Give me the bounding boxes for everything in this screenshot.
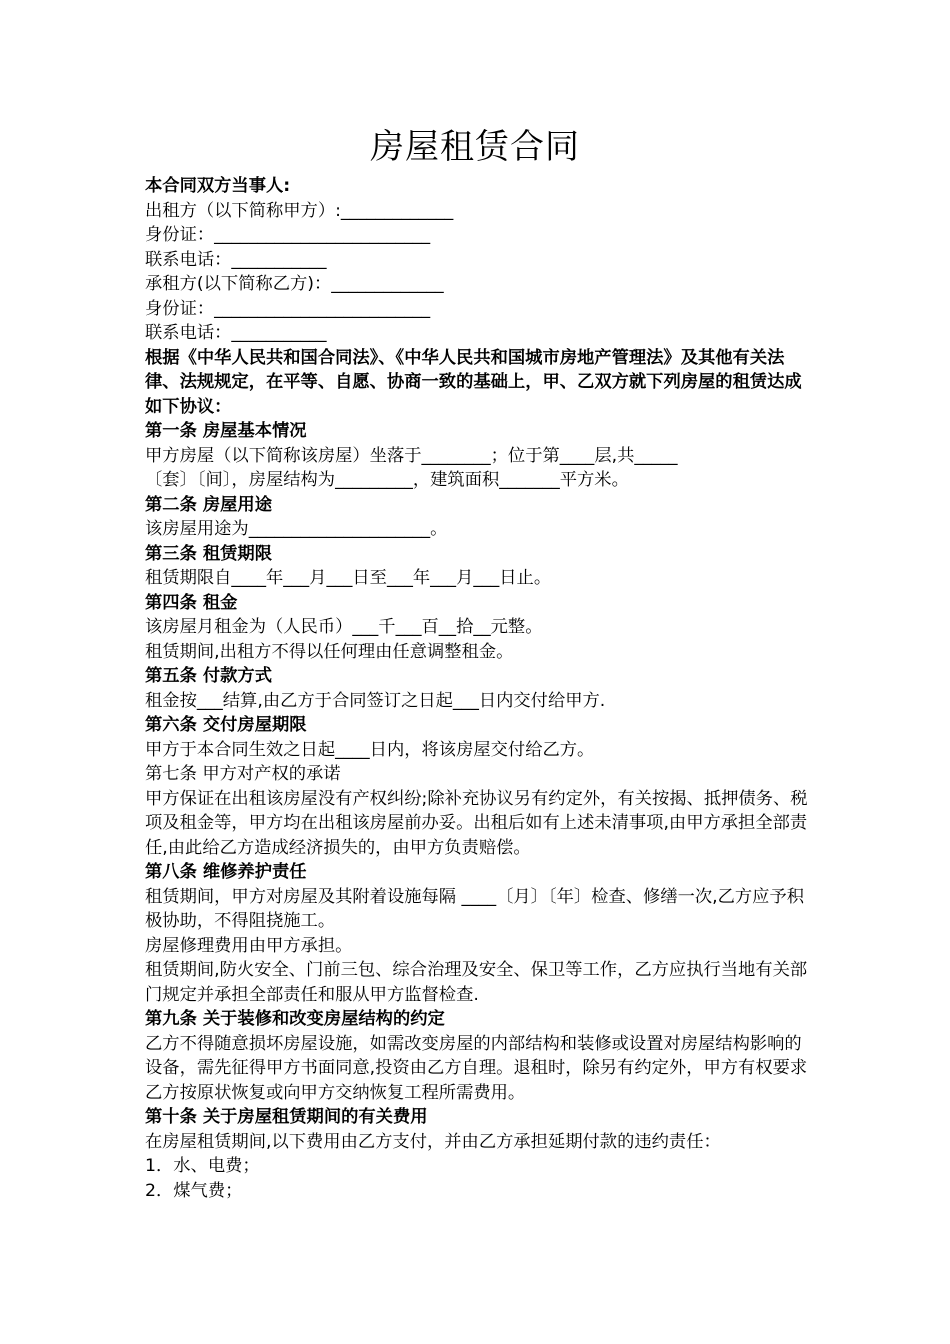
lessee-phone-line: 联系电话：___________ (145, 323, 327, 343)
article-10-text-1: 在房屋租赁期间,以下费用由乙方支付，并由乙方承担延期付款的违约责任： (145, 1131, 721, 1152)
article-4-heading: 第四条 租金 (145, 592, 238, 613)
article-9-text-1: 乙方不得随意损坏房屋设施，如需改变房屋的内部结构和装修或设置对房屋结构影响的设备，需先征得甲方书面同意,投资由乙方自理。退租时，除另有约定外，甲方有权要求乙方按原状恢复或向甲方交纳恢复工程所需费用。 (145, 1033, 808, 1103)
article-7-text-1: 甲方保证在出租该房屋没有产权纠纷;除补充协议另有约定外，有关按揭、抵押债务、税项及租金等，甲方均在出租该房屋前办妥。出租后如有上述未清事项,由甲方承担全部责任,由此给乙方造成经济损失的，由甲方负责赔偿。 (145, 788, 808, 858)
article-8-heading: 第八条 维修养护责任 (145, 862, 307, 882)
article-8-text-1: 租赁期间，甲方对房屋及其附着设施每隔 ____〔月〕〔年〕检查、修缮一次,乙方应予积极协助，不得阻挠施工。 (145, 886, 805, 931)
article-8-text-2: 房屋修理费用由甲方承担。 (145, 935, 353, 956)
article-3-heading: 第三条 租赁期限 (145, 543, 272, 564)
article-4-text-1: 该房屋月租金为（人民币）___千___百__拾__元整。 (145, 617, 543, 637)
lessee-line: 承租方(以下简称乙方)：_____________ (145, 274, 444, 294)
article-1-text-2: 〔套〕〔间〕，房屋结构为_________，建筑面积_______平方米。 (145, 470, 629, 490)
article-4-text-2: 租赁期间,出租方不得以任何理由任意调整租金。 (145, 641, 514, 662)
lessee-id-line: 身份证：_________________________ (145, 298, 431, 319)
article-2-text-1: 该房屋用途为_____________________。 (145, 519, 448, 539)
article-8-text-3: 租赁期间,防火安全、门前三包、综合治理及安全、保卫等工作，乙方应执行当地有关部门规定并承担全部责任和服从甲方监督检查. (145, 960, 808, 1005)
article-5-text-1: 租金按___结算,由乙方于合同签订之日起___日内交付给甲方. (145, 690, 606, 711)
article-7-heading: 第七条 甲方对产权的承诺 (145, 764, 341, 784)
page-title: 房屋租赁合同 (370, 127, 580, 167)
article-6-heading: 第六条 交付房屋期限 (145, 715, 307, 735)
lessor-id-line: 身份证：_________________________ (145, 225, 431, 245)
article-10-heading: 第十条 关于房屋租赁期间的有关费用 (145, 1107, 428, 1127)
article-2-heading: 第二条 房屋用途 (145, 494, 272, 515)
article-5-heading: 第五条 付款方式 (145, 666, 272, 686)
article-6-text-1: 甲方于本合同生效之日起____日内，将该房屋交付给乙方。 (145, 739, 595, 760)
contract-body (145, 174, 810, 1203)
preamble: 根据《中华人民共和国合同法》、《中华人民共和国城市房地产管理法》及其他有关法律、法规规定，在平等、自愿、协商一致的基础上，甲、乙双方就下列房屋的租赁达成如下协议： (145, 347, 802, 417)
article-3-text-1: 租赁期限自____年___月___日至___年___月___日止。 (145, 568, 552, 588)
parties-header: 本合同双方当事人: (145, 176, 291, 196)
article-10-item-1: 1．水、电费； (145, 1156, 260, 1176)
lessor-phone-line: 联系电话：___________ (145, 249, 327, 270)
article-1-heading: 第一条 房屋基本情况 (145, 421, 307, 441)
article-1-text-1: 甲方房屋（以下简称该房屋）坐落于________；位于第____层,共_____ (145, 445, 678, 466)
article-9-heading: 第九条 关于装修和改变房屋结构的约定 (145, 1009, 445, 1029)
lessor-line: 出租方（以下简称甲方）:_____________ (145, 200, 454, 221)
article-10-item-2: 2．煤气费； (145, 1180, 243, 1201)
